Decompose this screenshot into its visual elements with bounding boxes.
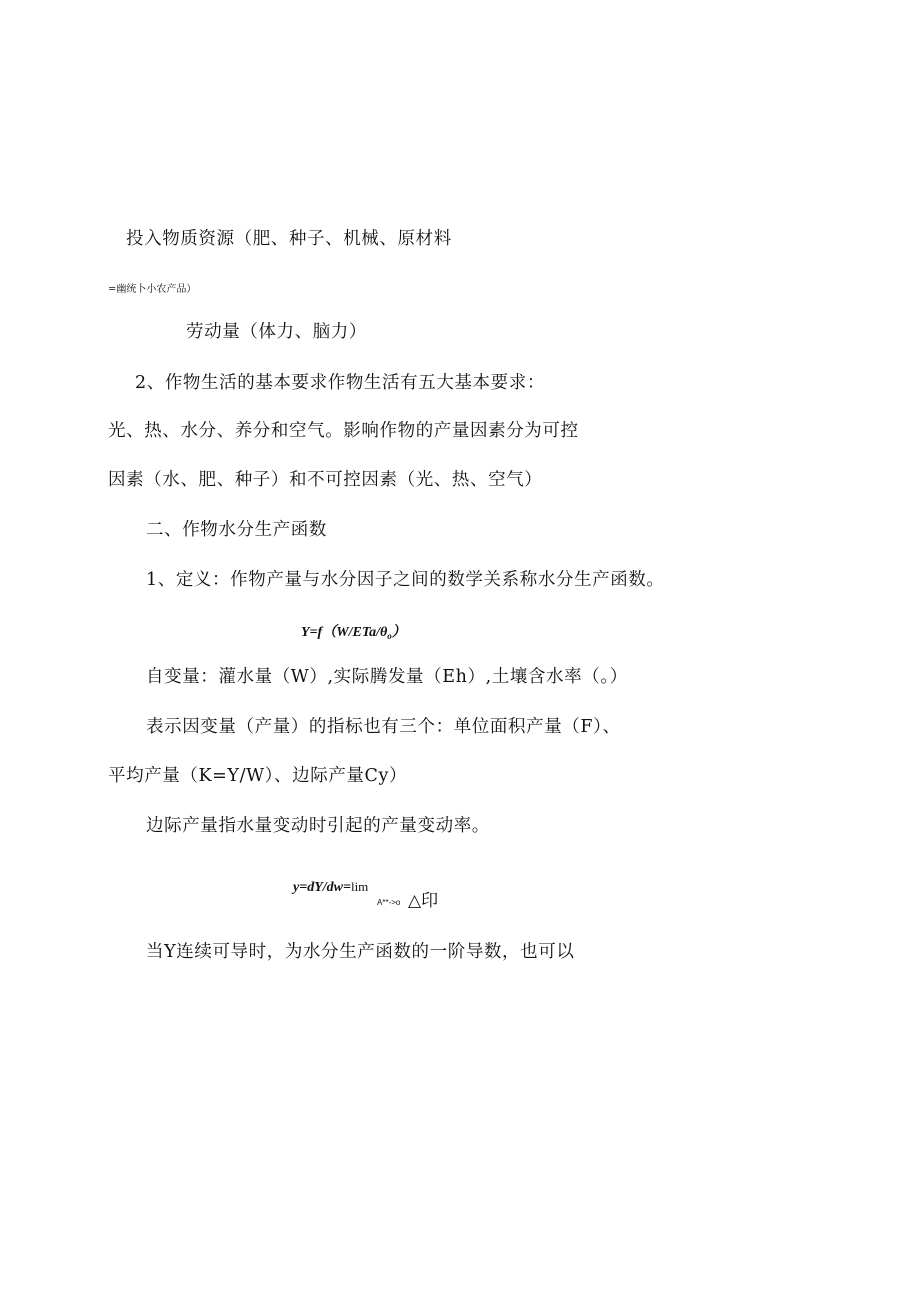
text-line-inputs: 投入物质资源（肥、种子、机械、原材料: [126, 229, 452, 249]
formula-production-function: [301, 622, 406, 647]
text-line-basic-requirements: 2、作物生活的基本要求作物生活有五大基本要求：: [135, 373, 545, 393]
formula-lim: lim: [350, 879, 369, 894]
text-line-derivative-note: 当Y连续可导时，为水分生产函数的一阶导数，也可以: [146, 942, 575, 962]
formula-close: ）: [391, 625, 406, 640]
text-line-factors: 光、热、水分、养分和空气。影响作物的产量因素分为可控: [108, 421, 579, 441]
formula-main: Y=f（W/ETa/θ: [301, 625, 388, 640]
formula-derivative-main: y=dY/dw=: [293, 880, 351, 895]
text-line-factors-cont: 因素（水、肥、种子）和不可控因素（光、热、空气）: [108, 470, 543, 490]
text-line-definition: 1、定义：作物产量与水分因子之间的数学关系称水分生产函数。: [146, 570, 665, 590]
text-line-labor: 劳动量（体力、脑力）: [186, 322, 367, 342]
text-line-marginal-yield: 边际产量指水量变动时引起的产量变动率。: [146, 816, 490, 836]
formula-subscript: o: [387, 631, 392, 641]
formula-lim-tail: △印: [408, 891, 439, 911]
section-heading: 二、作物水分生产函数: [146, 520, 327, 540]
text-line-outputs: =幽统卜小农产品）: [108, 284, 197, 295]
text-line-independent-variables: 自变量：灌水量（W）,实际腾发量（Eh）,土壤含水率（。）: [146, 667, 628, 687]
formula-lim-subscript: A**->o: [377, 898, 401, 907]
text-line-dependent-variables: 表示因变量（产量）的指标也有三个：单位面积产量（F）、: [146, 717, 621, 737]
formula-derivative: [293, 876, 368, 899]
text-line-average-yield: 平均产量（K=Y/W）、边际产量Cy）: [108, 766, 408, 786]
